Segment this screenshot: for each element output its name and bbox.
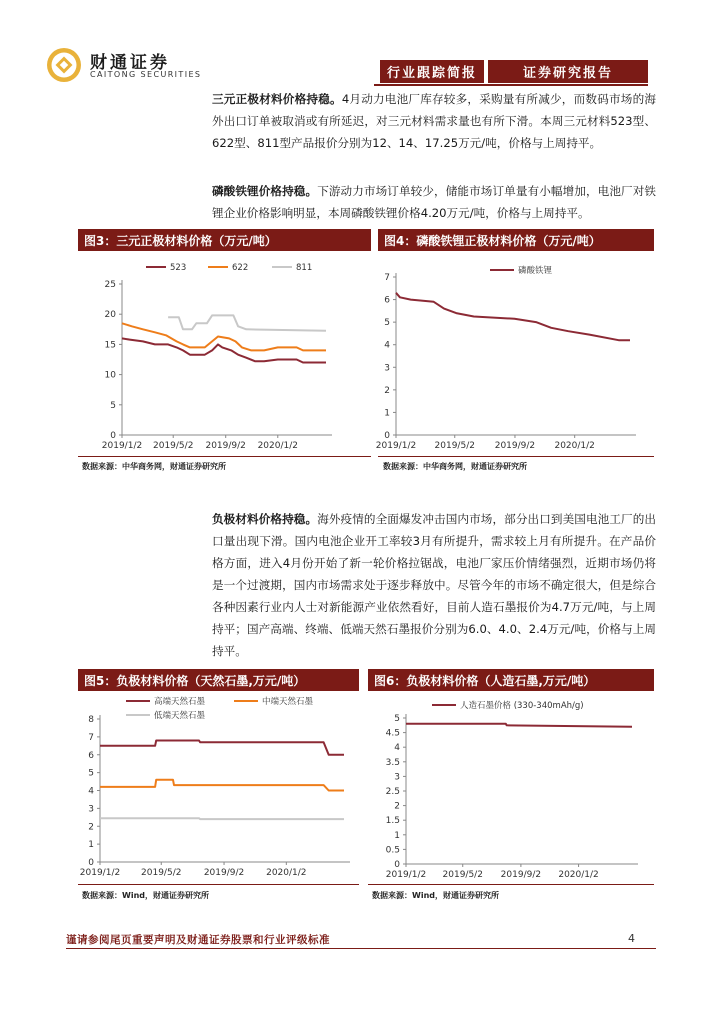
y-tick-label: 2 bbox=[88, 822, 94, 833]
x-tick-label: 2019/1/2 bbox=[101, 441, 143, 451]
paragraph-lead: 三元正极材料价格持稳。 bbox=[212, 92, 342, 106]
report-category-tab: 证券研究报告 bbox=[488, 60, 648, 83]
x-tick-label: 2019/9/2 bbox=[203, 868, 245, 878]
series-line bbox=[122, 323, 326, 350]
y-tick-label: 1.5 bbox=[385, 816, 400, 827]
header-divider bbox=[374, 84, 648, 86]
y-tick-label: 0 bbox=[110, 431, 116, 441]
y-tick-label: 4.5 bbox=[385, 728, 400, 739]
y-tick-label: 1 bbox=[384, 408, 390, 419]
y-tick-label: 3.5 bbox=[385, 757, 400, 768]
x-tick-label: 2019/9/2 bbox=[500, 870, 542, 880]
figure-6-title: 图6：负极材料价格（人造石墨,万元/吨） bbox=[368, 669, 654, 691]
paragraph-lfp bbox=[212, 180, 656, 224]
x-tick-label: 2019/9/2 bbox=[494, 441, 536, 451]
legend-label: 622 bbox=[232, 263, 249, 273]
paragraph-lead: 磷酸铁锂价格持稳。 bbox=[212, 184, 318, 198]
figure-4-source: 数据来源：中华商务网，财通证券研究所 bbox=[383, 462, 527, 471]
series-line bbox=[122, 338, 326, 362]
y-tick-label: 0.5 bbox=[385, 845, 400, 856]
y-tick-label: 4 bbox=[394, 743, 400, 754]
x-tick-label: 2019/5/2 bbox=[434, 441, 475, 451]
brand-name-en: CAITONG SECURITIES bbox=[90, 70, 202, 79]
y-tick-label: 3 bbox=[88, 804, 94, 815]
series-line bbox=[100, 741, 344, 755]
x-tick-label: 2019/1/2 bbox=[375, 441, 417, 451]
y-tick-label: 3 bbox=[394, 772, 400, 783]
series-line bbox=[100, 818, 344, 819]
legend-label: 低端天然石墨 bbox=[154, 711, 206, 721]
y-tick-label: 0 bbox=[384, 431, 390, 441]
paragraph-body: 4月动力电池厂库存较多，采购量有所减少，而数码市场的海外出口订单被取消或有所延迟，对三元材料需求量也有所下滑。本周三元材料523型、622型、811型产品报价分别为12、14、17.25万元/吨，价格与上周持平。 bbox=[212, 92, 656, 150]
y-tick-label: 2.5 bbox=[385, 787, 400, 797]
y-tick-label: 10 bbox=[104, 370, 116, 381]
figure-3-divider bbox=[78, 456, 371, 457]
y-tick-label: 8 bbox=[88, 715, 94, 725]
x-tick-label: 2019/5/2 bbox=[442, 870, 483, 880]
chart-lfp-cathode bbox=[372, 252, 654, 456]
brand-name: 财通证券 bbox=[90, 53, 170, 73]
legend-label: 中端天然石墨 bbox=[262, 697, 314, 707]
y-tick-label: 15 bbox=[104, 340, 116, 351]
y-tick-label: 7 bbox=[384, 273, 390, 283]
series-line bbox=[406, 724, 632, 727]
series-line bbox=[168, 315, 326, 330]
x-tick-label: 2020/1/2 bbox=[554, 441, 595, 451]
figure-3-source: 数据来源：中华商务网，财通证券研究所 bbox=[82, 462, 226, 471]
legend-label: 高端天然石墨 bbox=[154, 697, 206, 707]
paragraph-body: 下游动力市场订单较少，储能市场订单量有小幅增加，电池厂对铁锂企业价格影响明显，本周磷酸铁锂价格4.20万元/吨，价格与上周持平。 bbox=[212, 184, 656, 220]
y-tick-label: 4 bbox=[88, 786, 94, 797]
paragraph-body: 海外疫情的全面爆发冲击国内市场，部分出口到美国电池工厂的出口量出现下滑。国内电池企业开工率较3月有所提升，需求较上月有所提升。在产品价格方面，进入4月份开始了新一轮价格拉锯战，电池厂家压价情绪强烈，近期市场仍将是一个过渡期，国内市场需求处于逐步释放中。尽管今年的市场不确定很大，但是综合各种因素行业内人士对新能源产业依然看好，目前人造石墨报价为4.7万元/吨，与上周持平；国产高端、终端、低端天然石墨报价分别为6.0、4.0、2.4万元/吨，价格与上周持平。 bbox=[212, 512, 656, 658]
legend-label: 811 bbox=[296, 263, 313, 273]
x-tick-label: 2019/9/2 bbox=[205, 441, 246, 451]
y-tick-label: 25 bbox=[104, 280, 116, 290]
page-number: 4 bbox=[628, 932, 635, 945]
figure-4-divider bbox=[378, 456, 654, 457]
x-tick-label: 2020/1/2 bbox=[558, 870, 599, 880]
figure-5-title: 图5：负极材料价格（天然石墨,万元/吨） bbox=[78, 669, 359, 691]
legend-label: 523 bbox=[170, 263, 187, 273]
figure-4-title: 图4：磷酸铁锂正极材料价格（万元/吨） bbox=[378, 229, 654, 251]
y-tick-label: 7 bbox=[88, 732, 94, 743]
y-tick-label: 6 bbox=[88, 750, 94, 761]
x-tick-label: 2019/1/2 bbox=[385, 870, 427, 880]
legend-label: 人造石墨价格 (330-340mAh/g) bbox=[460, 701, 584, 711]
series-line bbox=[396, 293, 630, 340]
y-tick-label: 5 bbox=[110, 400, 116, 411]
y-tick-label: 0 bbox=[394, 860, 400, 870]
x-tick-label: 2019/1/2 bbox=[79, 868, 121, 878]
footer-disclaimer: 谨请参阅尾页重要声明及财通证券股票和行业评级标准 bbox=[66, 934, 330, 946]
figure-5-divider bbox=[78, 884, 359, 885]
logo-icon bbox=[46, 47, 82, 83]
figure-6-divider bbox=[368, 884, 654, 885]
chart-ternary-cathode bbox=[78, 252, 371, 456]
figure-6-source: 数据来源：Wind，财通证券研究所 bbox=[372, 891, 499, 900]
y-tick-label: 1 bbox=[394, 830, 400, 841]
y-tick-label: 20 bbox=[104, 310, 116, 321]
figure-5-source: 数据来源：Wind，财通证券研究所 bbox=[82, 891, 209, 900]
paragraph-ternary bbox=[212, 88, 656, 154]
y-tick-label: 4 bbox=[384, 340, 390, 351]
y-tick-label: 3 bbox=[384, 363, 390, 374]
series-line bbox=[100, 780, 344, 791]
x-tick-label: 2019/5/2 bbox=[153, 441, 194, 451]
y-tick-label: 5 bbox=[394, 714, 400, 724]
paragraph-lead: 负极材料价格持稳。 bbox=[212, 512, 318, 526]
y-tick-label: 5 bbox=[88, 768, 94, 779]
legend-label: 磷酸铁锂 bbox=[518, 266, 553, 276]
report-type-tab: 行业跟踪简报 bbox=[380, 60, 484, 83]
figure-3-title: 图3：三元正极材料价格（万元/吨） bbox=[78, 229, 371, 251]
x-tick-label: 2020/1/2 bbox=[257, 441, 298, 451]
x-tick-label: 2019/5/2 bbox=[141, 868, 182, 878]
chart-natural-graphite bbox=[78, 692, 359, 884]
x-tick-label: 2020/1/2 bbox=[266, 868, 307, 878]
chart-artificial-graphite bbox=[362, 692, 654, 884]
paragraph-anode bbox=[212, 508, 656, 662]
y-tick-label: 5 bbox=[384, 318, 390, 329]
y-tick-label: 0 bbox=[88, 858, 94, 868]
y-tick-label: 1 bbox=[88, 840, 94, 851]
y-tick-label: 6 bbox=[384, 295, 390, 306]
footer-divider bbox=[66, 948, 656, 949]
y-tick-label: 2 bbox=[384, 385, 390, 396]
y-tick-label: 2 bbox=[394, 801, 400, 812]
